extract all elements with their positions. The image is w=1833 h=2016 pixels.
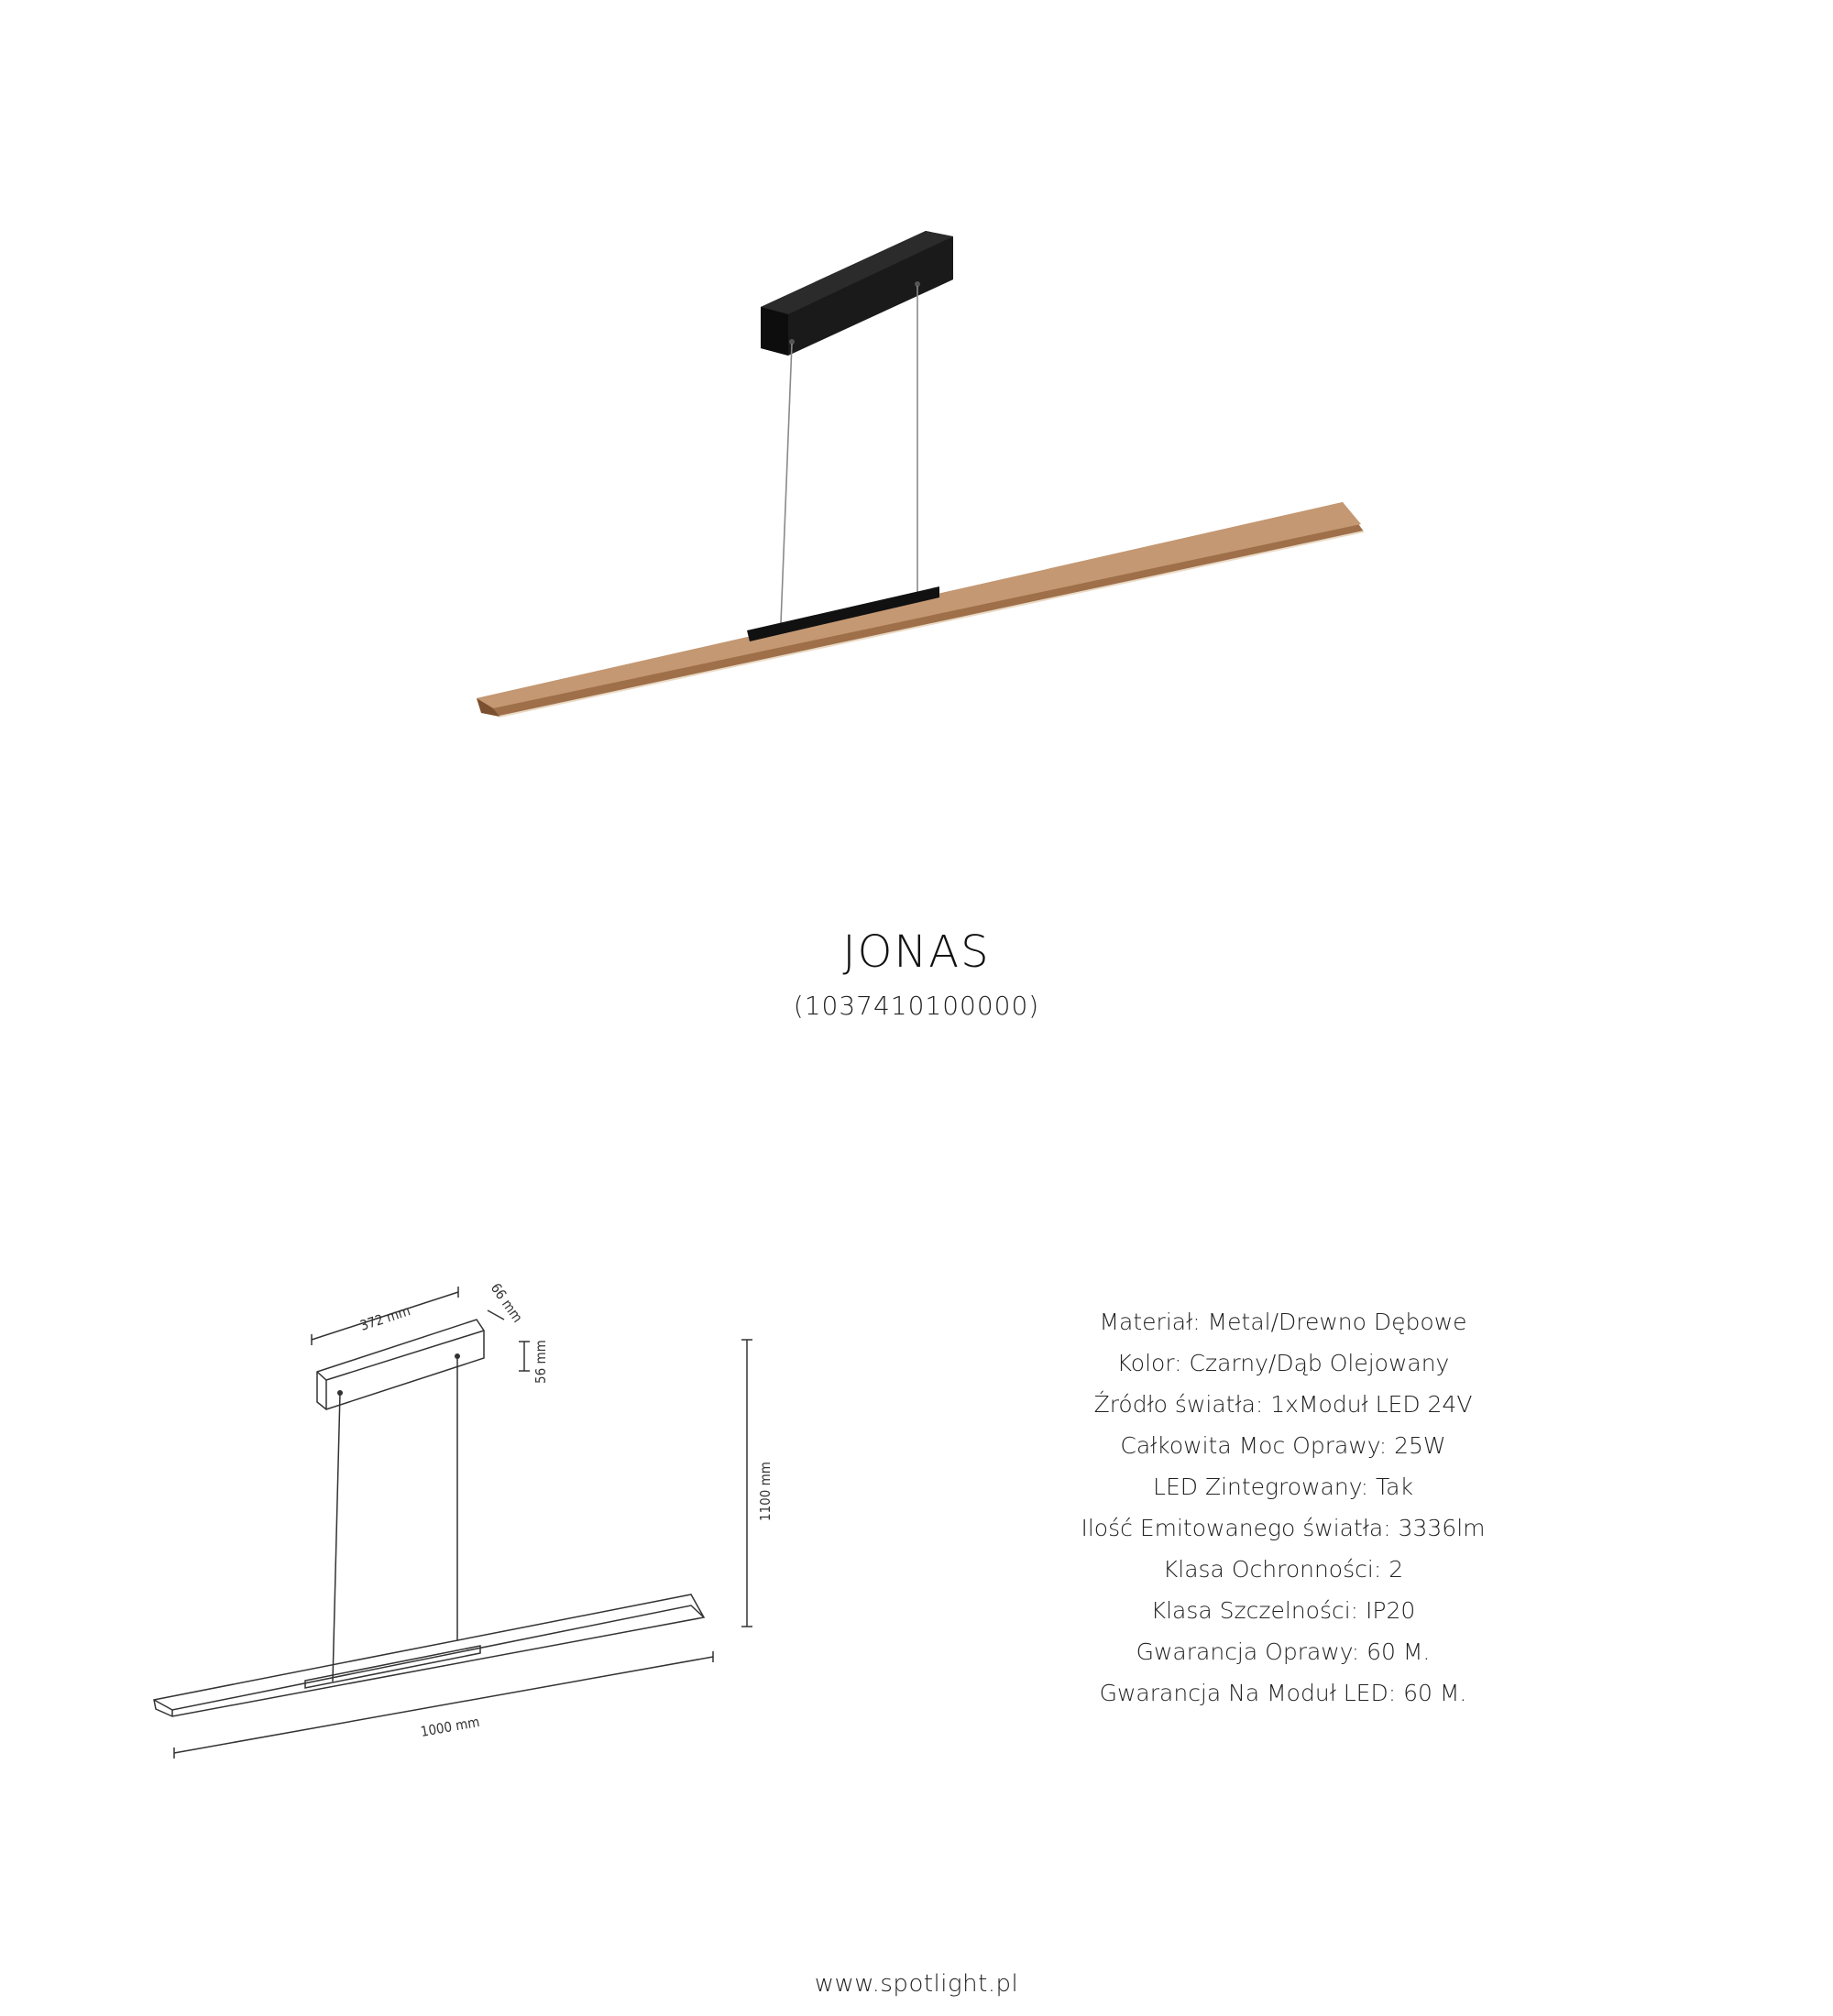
dim-total-height-label: 1100 mm — [757, 1462, 774, 1521]
product-code: (1037410100000) — [793, 991, 1040, 1021]
dim-depth-label: 66 mm — [487, 1279, 526, 1326]
spec-color: Kolor: Czarny/Dąb Olejowany — [1116, 1350, 1450, 1376]
drawing-lines — [154, 1287, 752, 1759]
spec-led-warranty: Gwarancja Na Moduł LED: 60 M. — [1099, 1680, 1467, 1706]
spec-led-integrated: LED Zintegrowany: Tak — [1153, 1474, 1413, 1500]
product-name: JONAS — [842, 926, 991, 978]
spec-lumens: Ilość Emitowanego światła: 3336lm — [1081, 1515, 1486, 1541]
technical-drawing — [137, 1255, 834, 1769]
spec-power: Całkowita Moc Oprawy: 25W — [1120, 1432, 1446, 1459]
spec-light-source: Źródło światła: 1xModuł LED 24V — [1093, 1391, 1473, 1418]
dim-length-label: 1000 mm — [419, 1713, 481, 1740]
footer-url[interactable]: www.spotlight.pl — [814, 1970, 1019, 1998]
spec-fixture-warranty: Gwarancja Oprawy: 60 M. — [1136, 1638, 1431, 1665]
spec-protection-class: Klasa Ochronności: 2 — [1162, 1556, 1404, 1583]
wooden-bar — [477, 502, 1364, 717]
title-block — [0, 926, 1833, 1023]
canopy — [761, 231, 953, 356]
spec-material: Materiał: Metal/Drewno Dębowe — [1099, 1309, 1467, 1335]
dim-width-label: 372 mm — [357, 1302, 412, 1334]
product-photo — [0, 0, 1833, 825]
spec-ip-rating: Klasa Szczelności: IP20 — [1150, 1597, 1416, 1624]
suspension-cable-left — [781, 344, 792, 623]
spec-list — [1008, 1301, 1558, 1714]
dim-canopy-height-label: 56 mm — [532, 1340, 549, 1384]
